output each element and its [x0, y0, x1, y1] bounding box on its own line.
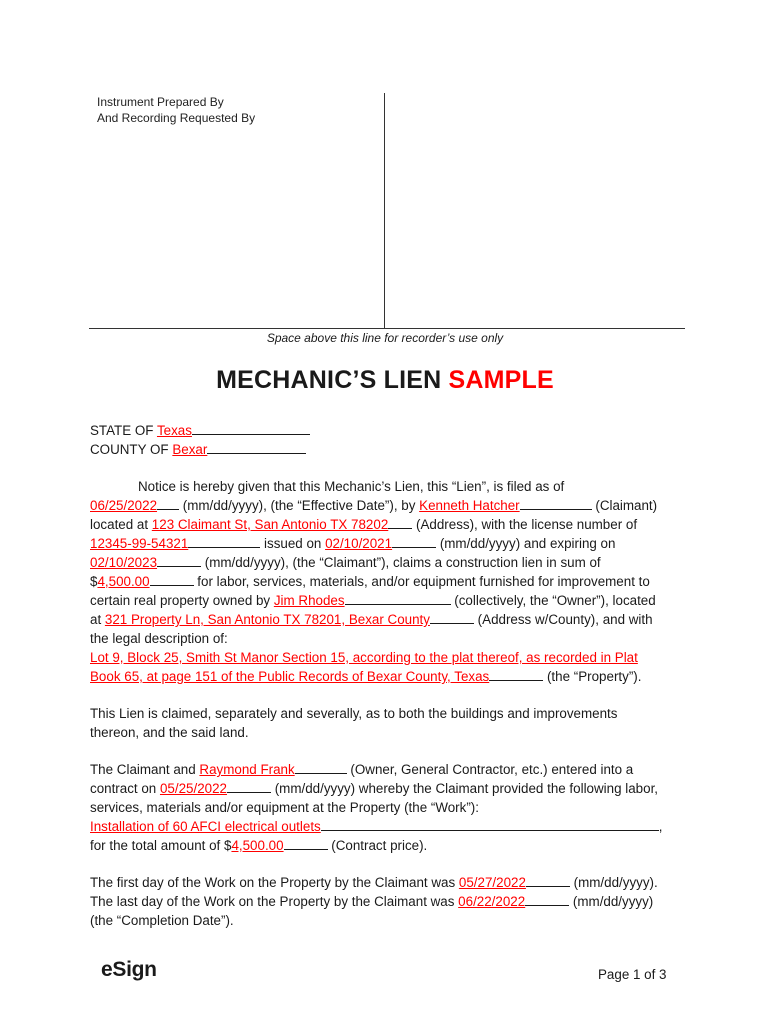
notice-line-8: [90, 610, 690, 629]
claim-line-2: thereon, and the said land.: [90, 725, 249, 740]
notice-line-1: Notice is hereby given that this Mechanic’s Lien, this “Lien”, is filed as of: [138, 479, 565, 494]
contract-line-2: [90, 779, 690, 798]
contract-text: (mm/dd/yyyy) whereby the Claimant provided the following labor,: [271, 781, 659, 796]
work-dates-text: (mm/dd/yyyy).: [569, 875, 658, 890]
recorder-vertical-divider: [384, 93, 385, 329]
legal-description-field[interactable]: Lot 9, Block 25, Smith St Manor Section 15, according to the plat thereof, as recorded in Plat: [90, 650, 638, 665]
claimant-address-field[interactable]: 123 Claimant St, San Antonio TX 78202: [151, 517, 389, 532]
blank: [227, 779, 271, 793]
contract-line-5: [90, 836, 690, 855]
recording-requested-by-label: And Recording Requested By: [97, 111, 256, 125]
state-field[interactable]: Texas: [156, 423, 192, 438]
document-body: [90, 421, 690, 930]
claim-line-1: This Lien is claimed, separately and severally, as to both the buildings and improvements: [90, 706, 618, 721]
legal-description-field-cont[interactable]: Book 65, at page 151 of the Public Records of Bexar County, Texas: [90, 669, 490, 684]
county-label: COUNTY OF: [90, 442, 173, 457]
blank: [526, 873, 570, 887]
property-address-field[interactable]: 321 Property Ln, San Antonio TX 78201, Bexar County: [104, 612, 430, 627]
blank: [150, 572, 194, 586]
contract-amount-field[interactable]: 4,500.00: [231, 838, 284, 853]
notice-text: located at: [90, 517, 152, 532]
blank: [188, 534, 260, 548]
contract-text: (Contract price).: [327, 838, 428, 853]
notice-text: (the “Property”).: [543, 669, 642, 684]
work-dates-line-3: (the “Completion Date”).: [90, 913, 234, 928]
contract-text: The Claimant and: [90, 762, 200, 777]
notice-line-5: [90, 553, 690, 572]
state-label: STATE OF: [90, 423, 157, 438]
blank: [392, 534, 436, 548]
effective-date-field[interactable]: 06/25/2022: [90, 498, 158, 513]
contract-line-4: [90, 817, 690, 836]
notice-line-2: [90, 496, 690, 515]
first-day-field[interactable]: 05/27/2022: [458, 875, 526, 890]
state-blank: [192, 421, 310, 435]
notice-line-7: [90, 591, 690, 610]
work-description-field[interactable]: Installation of 60 AFCI electrical outlets: [90, 819, 321, 834]
notice-text: (Address w/County), and with: [473, 612, 653, 627]
blank: [295, 760, 347, 774]
work-dates-line-1: [90, 873, 690, 892]
contract-text: for the total amount of $: [90, 838, 232, 853]
recorder-horizontal-divider: [89, 328, 685, 329]
dollar-sign: $: [90, 574, 98, 589]
title-sample-badge: SAMPLE: [448, 366, 554, 394]
claimant-name-field[interactable]: Kenneth Hatcher: [419, 498, 520, 513]
notice-text: for labor, services, materials, and/or equipment furnished for improvement to: [193, 574, 650, 589]
legal-description-line-2: [90, 667, 690, 686]
owner-name-field[interactable]: Jim Rhodes: [273, 593, 345, 608]
blank: [321, 817, 659, 831]
notice-line-9: the legal description of:: [90, 631, 228, 646]
notice-text: (mm/dd/yyyy) and expiring on: [436, 536, 616, 551]
blank: [489, 667, 543, 681]
blank: [345, 591, 451, 605]
notice-line-3: [90, 515, 690, 534]
notice-line-6: [90, 572, 690, 591]
blank: [157, 553, 201, 567]
contract-date-field[interactable]: 05/25/2022: [159, 781, 227, 796]
contract-line-3: services, materials and/or equipment at the Property (the “Work”):: [90, 800, 479, 815]
blank: [525, 892, 569, 906]
work-dates-text: (mm/dd/yyyy): [569, 894, 654, 909]
contract-line-1: [90, 760, 690, 779]
page-number: Page 1 of 3: [598, 967, 667, 982]
contract-text: (Owner, General Contractor, etc.) entered into a: [346, 762, 634, 777]
recorder-note: Space above this line for recorder’s use only: [266, 331, 504, 345]
expiring-date-field[interactable]: 02/10/2023: [90, 555, 158, 570]
notice-text: (Address), with the license number of: [412, 517, 638, 532]
contract-text: contract on: [90, 781, 160, 796]
work-dates-text: The last day of the Work on the Property by the Claimant was: [90, 894, 459, 909]
notice-text: (Claimant): [591, 498, 658, 513]
notice-text: issued on: [260, 536, 326, 551]
notice-text: (mm/dd/yyyy), (the “Effective Date”), by: [179, 498, 420, 513]
notice-text: at: [90, 612, 105, 627]
blank: [157, 496, 179, 510]
work-dates-line-2: [90, 892, 690, 911]
contract-text: ,: [658, 819, 663, 834]
blank: [388, 515, 412, 529]
county-blank: [207, 440, 306, 454]
prepared-by-label: Instrument Prepared By: [97, 95, 224, 109]
issued-date-field[interactable]: 02/10/2021: [325, 536, 393, 551]
document-title: [0, 366, 770, 395]
esign-logo: eSign: [101, 958, 157, 981]
license-number-field[interactable]: 12345-99-54321: [90, 536, 189, 551]
title-main: MECHANIC’S LIEN: [216, 366, 449, 394]
work-dates-text: The first day of the Work on the Property by the Claimant was: [90, 875, 459, 890]
blank: [430, 610, 474, 624]
notice-text: certain real property owned by: [90, 593, 274, 608]
notice-line-4: [90, 534, 690, 553]
contractor-field[interactable]: Raymond Frank: [199, 762, 295, 777]
notice-text: (collectively, the “Owner”), located: [450, 593, 656, 608]
county-field[interactable]: Bexar: [172, 442, 208, 457]
legal-description-line-1: [90, 648, 690, 667]
blank: [284, 836, 328, 850]
blank: [520, 496, 592, 510]
last-day-field[interactable]: 06/22/2022: [458, 894, 526, 909]
state-line: [90, 421, 690, 440]
county-line: [90, 440, 690, 459]
lien-amount-field[interactable]: 4,500.00: [97, 574, 150, 589]
notice-text: (mm/dd/yyyy), (the “Claimant”), claims a construction lien in sum of: [201, 555, 601, 570]
